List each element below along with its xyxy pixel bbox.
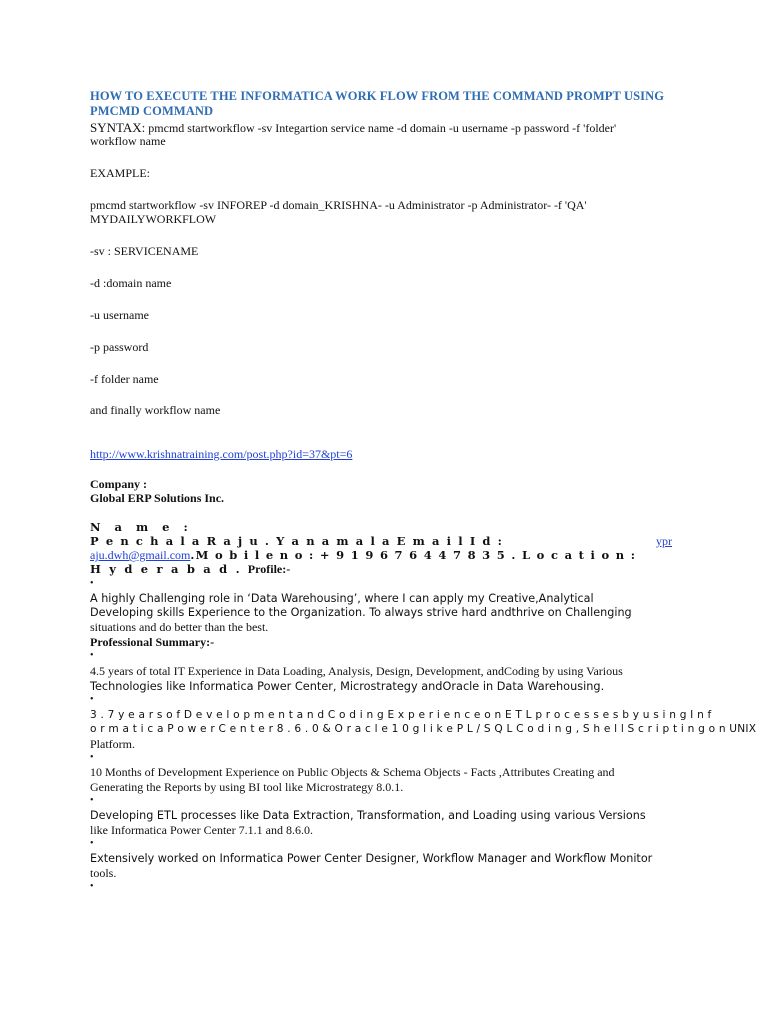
summary-item-4: Developing ETL processes like Data Extraction, Transformation, and Loading using various Versions [90, 809, 646, 822]
example-command-cont: MYDAILYWORKFLOW [90, 212, 217, 226]
location-text: H y d e r a b a d . [90, 562, 242, 576]
summary-item-2-cont: o r m a t i c a P o w e r C e n t e r 8 . 6 . 0 & O r a c l e 1 0 g l i k e P L / S Q L C o d i n g , S h e l l S c r i p t i n g o n UNIX [90, 723, 757, 735]
profile-text-cont [90, 605, 632, 620]
bullet: • [90, 650, 94, 661]
summary-item-2: 3 . 7 y e a r s o f D e v e l o p m e n t a n d C o d i n g E x p e r i e n c e o n E T L p r o c e s s e s b y u s i n g I n f [90, 709, 712, 721]
article-title-cont: PMCMD COMMAND [90, 104, 214, 118]
summary-item-5: Extensively worked on Informatica Power Center Designer, Workflow Manager and Workflow Monitor [90, 852, 653, 865]
source-link[interactable]: http://www.krishnatraining.com/post.php?id=37&pt=6 [90, 447, 353, 461]
summary-item-1 [90, 664, 623, 679]
profile-text-3: situations and do better than the best. [90, 620, 269, 634]
option-u: -u username [90, 308, 149, 322]
company-label: Company : [90, 477, 148, 491]
summary-item-4-cont: like Informatica Power Center 7.1.1 and 8.6.0. [90, 823, 313, 837]
profile-label: Profile:- [247, 562, 291, 576]
profile-text: A highly Challenging role in ‘Data Warehousing’, where I can apply my Creative,Analytical [90, 592, 594, 605]
location-line [90, 562, 290, 577]
summary-item-1-text-2: Technologies like Informatica Power Center, Microstrategy andOracle in Data Warehousing. [90, 680, 605, 693]
summary-item-3-cont: Generating the Reports by using BI tool like Microstrategy 8.0.1. [90, 780, 404, 794]
profile-text-2: Developing skills Experience to the Organization. To always strive hard andthrive on Challenging [90, 606, 632, 619]
option-f: -f folder name [90, 372, 159, 386]
email-link[interactable]: aju.dwh@gmail.com [90, 548, 191, 562]
summary-label: Professional Summary:- [90, 635, 215, 649]
summary-item-1-cont [90, 679, 604, 694]
email-link-start[interactable]: ypr [656, 534, 672, 548]
syntax-text: pmcmd startworkflow -sv Integartion service name -d domain -u username -p password -f 'folder' [145, 121, 617, 135]
bullet: • [90, 795, 94, 806]
bullet: • [90, 578, 94, 589]
summary-item-5-cont: tools. [90, 866, 117, 880]
bullet: • [90, 881, 94, 892]
example-command: pmcmd startworkflow -sv INFOREP -d domain_KRISHNA- -u Administrator -p Administrator- -f 'QA' [90, 198, 587, 212]
option-final: and finally workflow name [90, 403, 221, 417]
name-line [90, 534, 680, 549]
syntax-label: SYNTAX: [90, 120, 146, 135]
company-name: Global ERP Solutions Inc. [90, 491, 225, 505]
option-p: -p password [90, 340, 149, 354]
summary-item-3: 10 Months of Development Experience on Public Objects & Schema Objects - Facts ,Attributes Creating and [90, 765, 615, 779]
option-d: -d :domain name [90, 276, 172, 290]
name-text: P e n c h a l a R a j u . Y a n a m a l a E m a i l I d : [90, 534, 504, 548]
bullet: • [90, 838, 94, 849]
name-label: N a m e : [90, 520, 193, 534]
example-label: EXAMPLE: [90, 166, 150, 180]
bullet: • [90, 694, 94, 705]
syntax-line [90, 120, 616, 136]
summary-item-1-text: 4.5 years of total IT Experience in Data Loading, Analysis, Design, Development, andCoding by using Various [90, 664, 623, 678]
summary-item-2-end: Platform. [90, 737, 135, 751]
email-mobile-line [90, 548, 636, 563]
bullet: • [90, 752, 94, 763]
option-sv: -sv : SERVICENAME [90, 244, 199, 258]
article-title: HOW TO EXECUTE THE INFORMATICA WORK FLOW FROM THE COMMAND PROMPT USING [90, 89, 665, 103]
syntax-line-cont: workflow name [90, 134, 166, 148]
mobile-location: .M o b i l e n o : + 9 1 9 6 7 6 4 4 7 8 3 5 . L o c a t i o n : [190, 548, 637, 562]
